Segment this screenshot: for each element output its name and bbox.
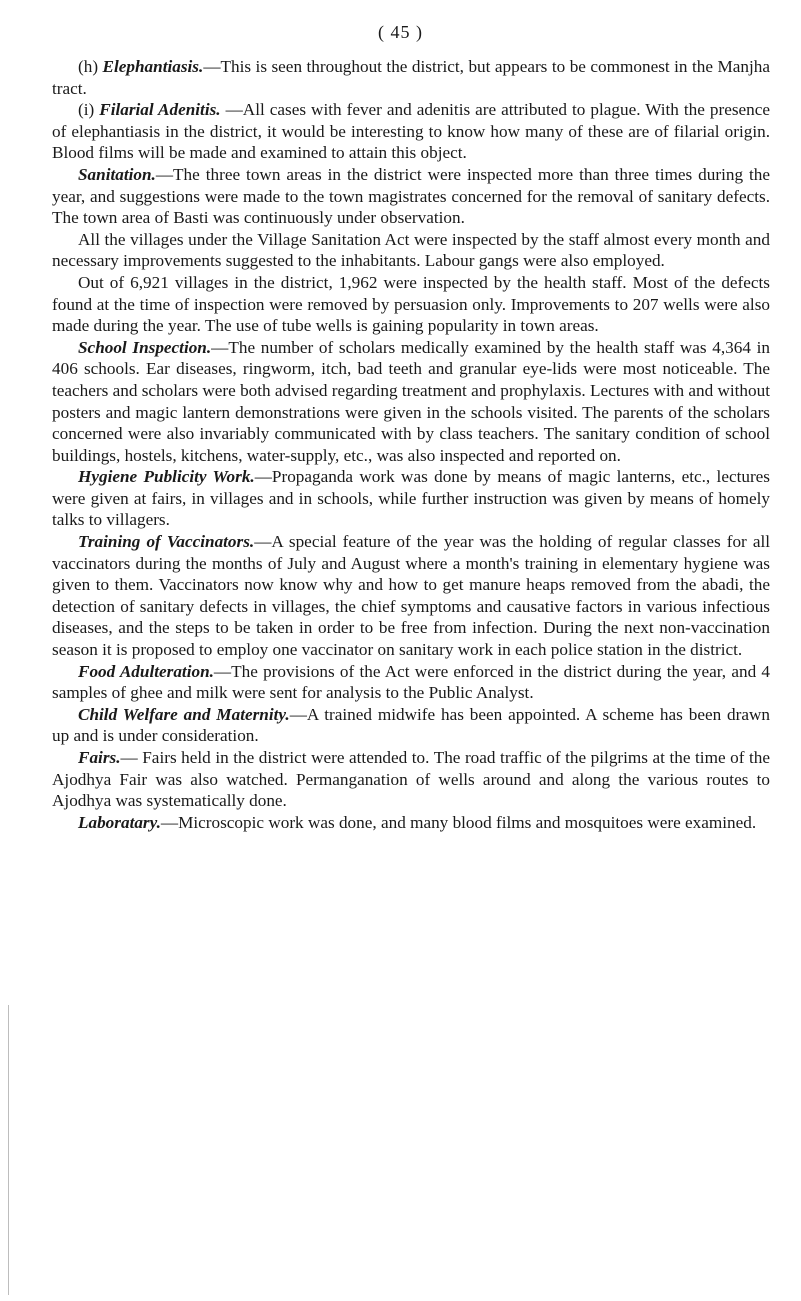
paragraph-heading: Training of Vaccinators.: [78, 532, 255, 552]
paragraph-text: —Propaganda work was done by means of magic lanterns, etc., lectures were given at fairs, in villages and in schools, while further instruction was given by means of homely talks to villagers.: [52, 467, 770, 530]
page-number: ( 45 ): [378, 22, 423, 42]
paragraph-text: —Microscopic work was done, and many blood films and mosquitoes were examined.: [160, 812, 757, 832]
paragraph-text: —The number of scholars medically examined by the health staff was 4,364 in 406 schools. Ear diseases, ringworm, itch, bad teeth and granular eye-lids were most noticeable. The teachers and scholars were both advised regarding treatment and prophylaxis. Lectures with and without posters and magic lantern demonstrations were given in the schools visited. The parents of the scholars concerned were also invariably communicated with by class teachers. The sanitary condition of school buildings, hostels, kitchens, water-supply, etc., was also inspected and reported on.: [52, 337, 770, 465]
paragraph-label: (h): [78, 57, 103, 76]
paragraph-heading: Hygiene Publicity Work.: [78, 467, 255, 487]
paragraph-filarial: [52, 99, 770, 164]
paragraph-child: [52, 704, 770, 747]
paragraph-heading: Laboratary.: [78, 812, 161, 832]
paragraph-text: —A trained midwife has been appointed. A scheme has been drawn up and is under consideration.: [52, 704, 771, 746]
paragraph-heading: Elephantiasis.: [102, 57, 204, 76]
paragraph-text: — Fairs held in the district were attended to. The road traffic of the pilgrims at the time of the Ajodhya Fair was also watched. Permanganation of wells around and along the various routes to Ajodhya was systematically done.: [52, 748, 770, 811]
paragraph-laboratory: [52, 812, 770, 834]
paragraph-vaccinators: [52, 531, 770, 661]
paragraph-label: (i): [78, 100, 100, 120]
paragraph-text: —All cases with fever and adenitis are attributed to plague. With the presence of elephantiasis in the district, it would be interesting to know how many of these are of filarial origin. Blood films will be made and examined to attain this object.: [52, 100, 770, 163]
paragraph-text: Out of 6,921 villages in the district, 1,962 were inspected by the health staff. Most of the defects found at the time of inspection were removed by persuasion only. Improvements to 207 wells were also made during the year. The use of tube wells is gaining popularity in town areas.: [52, 272, 770, 336]
paragraph-villages: [52, 229, 770, 272]
paragraph-text: —This is seen throughout the district, but appears to be commonest in the Manjha tract.: [52, 57, 770, 98]
paragraph-text: —The provisions of the Act were enforced in the district during the year, and 4 samples of ghee and milk were sent for analysis to the Public Analyst.: [52, 661, 770, 703]
paragraph-heading: Child Welfare and Maternity.: [78, 704, 290, 724]
paragraph-elephantiasis: [52, 56, 770, 99]
page-margin-line: [8, 1005, 9, 1295]
paragraph-school: [52, 337, 770, 467]
paragraph-heading: School Inspection.: [78, 337, 212, 357]
paragraph-food: [52, 661, 770, 704]
paragraph-heading: Filarial Adenitis.: [99, 100, 221, 120]
paragraph-inspected: [52, 272, 770, 337]
paragraph-heading: Sanitation.: [78, 164, 156, 184]
paragraph-heading: Fairs.: [78, 748, 121, 767]
paragraph-hygiene: [52, 466, 770, 531]
paragraph-text: —A special feature of the year was the holding of regular classes for all vaccinators during the months of July and August where a month's training in elementary hygiene was given to them. Vaccinators now know why and how to get manure heaps removed from the abadi, the detection of sanitary defects in villages, the chief symptoms and causative factors in various infectious diseases, and the steps to be taken in order to be free from infection. During the next non-vaccination season it is proposed to employ one vaccinator on sanitary work in each police station in the district.: [52, 532, 770, 660]
paragraph-text: All the villages under the Village Sanitation Act were inspected by the staff almost every month and necessary improvements suggested to the inhabitants. Labour gangs were also employed.: [52, 229, 770, 271]
paragraph-text: —The three town areas in the district were inspected more than three times during the year, and suggestions were made to the town magistrates concerned for the removal of sanitary defects. The town area of Basti was continuously under observation.: [52, 164, 770, 228]
paragraph-heading: Food Adulteration.: [78, 661, 214, 681]
paragraph-fairs: [52, 747, 770, 812]
paragraph-sanitation: [52, 164, 770, 229]
document-body: [52, 56, 770, 833]
